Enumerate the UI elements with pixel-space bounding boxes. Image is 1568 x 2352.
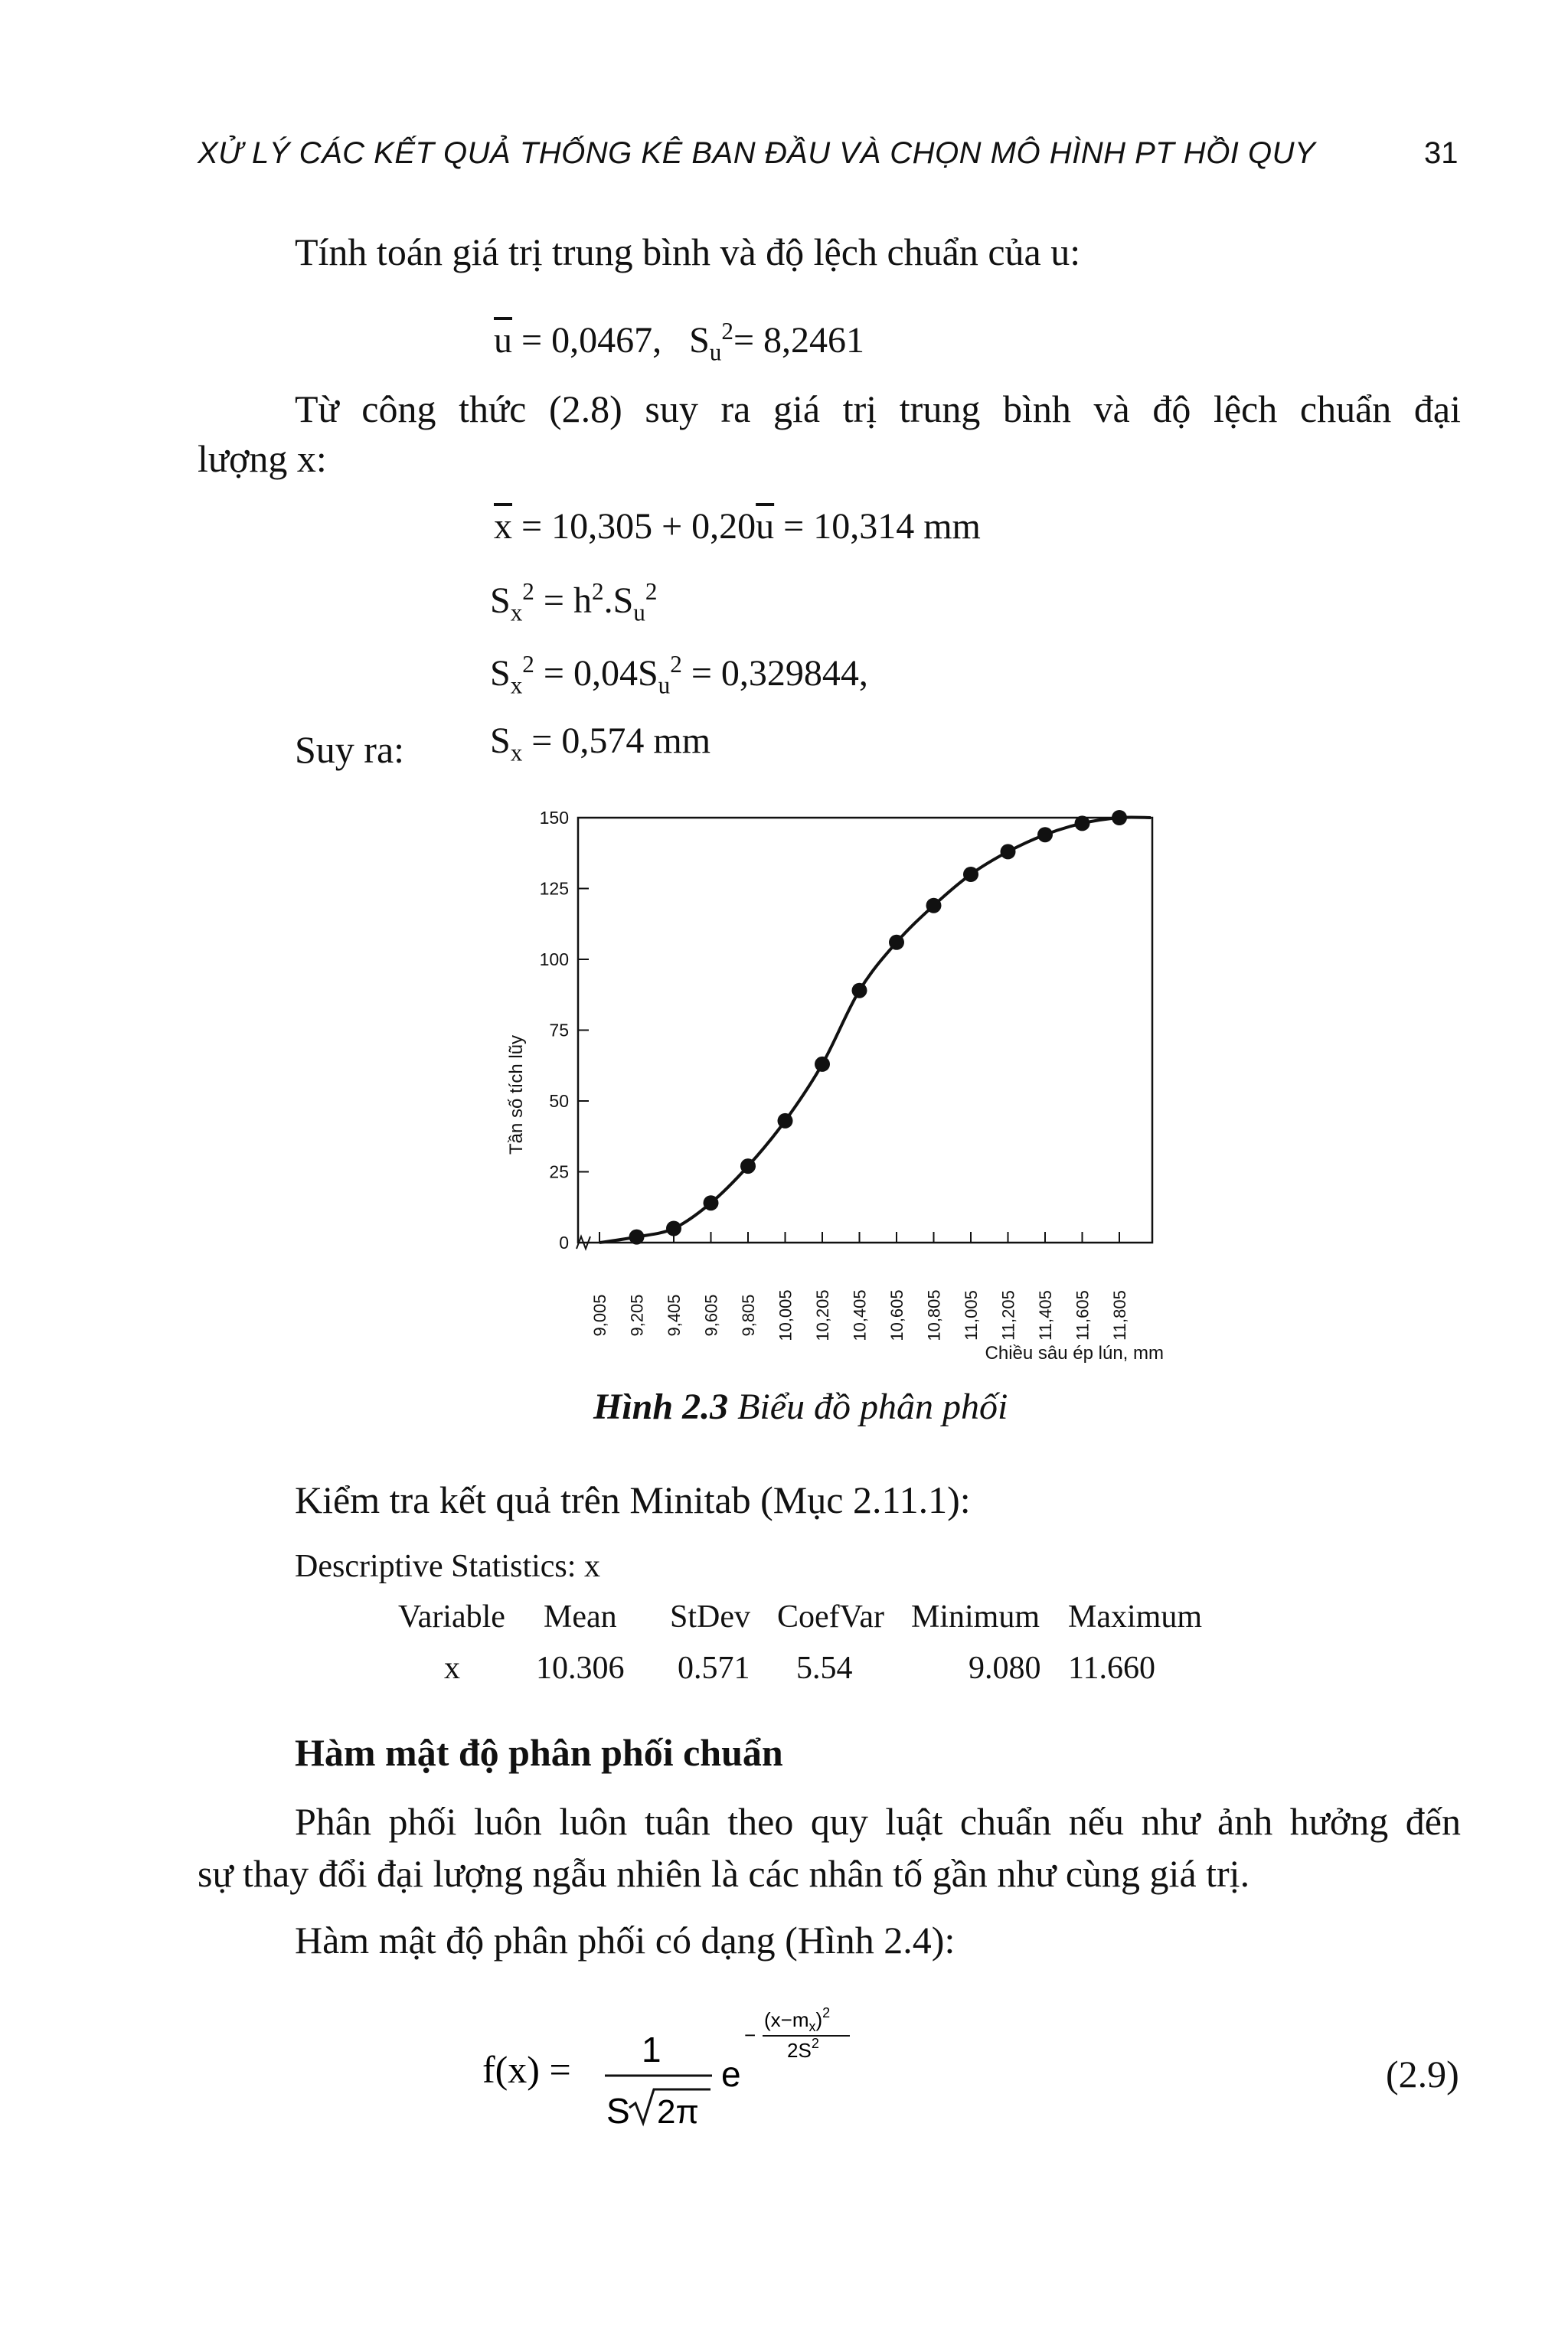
sx-symbol-3: S [490,653,511,694]
paragraph-normal-law-line2: sự thay đổi đại lượng ngẫu nhiên là các nhân tố gần như cùng giá trị. [198,1852,1250,1895]
formula-numerator: 1 [642,2030,662,2069]
su-superscript-2: 2 [645,578,658,605]
y-tick-label: 150 [539,808,569,828]
x-tick-label: 11,405 [1036,1290,1055,1341]
formula-exp-denominator: $2S^2$ [787,2036,819,2062]
stats-title: Descriptive Statistics: x [295,1549,600,1584]
stats-value-cell-5: 11.660 [1068,1651,1155,1686]
u-bar-symbol: $\overline{u}$ [494,320,512,361]
stats-header-cell-5: Maximum [1068,1599,1202,1635]
sx2-result: = 0,329844, [681,653,868,694]
su-subscript-3: u [658,671,671,699]
figure-title: Biểu đồ phân phối [728,1387,1008,1427]
sx-subscript-3: x [510,671,523,699]
x-mean-mid: = 10,305 + 0,20 [512,506,756,547]
data-point [889,935,904,950]
su-symbol-2: .S [603,580,634,621]
x-tick-label: 10,005 [776,1289,795,1341]
coef-su: = 0,04S [534,653,658,694]
x-bar-symbol: $\overline{x}$ [494,506,512,547]
chart-plot-frame [578,818,1152,1243]
data-point [740,1158,756,1174]
data-point [1001,844,1016,859]
section-heading: Hàm mật độ phân phối chuẩn [295,1731,783,1774]
su-value: = 8,2461 [733,320,865,361]
stats-header-cell-4: Minimum [911,1599,1040,1635]
paragraph-mean-u: Tính toán giá trị trung bình và độ lệch chuẩn của u: [295,230,1081,273]
paragraph-formula-ref-line1: Từ công thức (2.8) suy ra giá trị trung bình và độ lệch chuẩn đại [295,387,1461,430]
stats-value-cell-0: x [444,1651,460,1686]
paragraph-formula-ref [198,387,1461,431]
x-tick-label: 11,005 [962,1290,981,1341]
su-superscript: 2 [721,318,733,345]
stats-value-cell-2: 0.571 [678,1651,750,1686]
x-tick-label: 11,605 [1073,1290,1093,1341]
equation-number: (2.9) [1386,2053,1459,2096]
sx-subscript-4: x [510,739,523,766]
x-tick-label: 9,805 [739,1294,758,1337]
sx-superscript: 2 [522,578,534,605]
cumulative-curve [599,817,1151,1243]
data-point [666,1221,681,1236]
x-tick-label: 9,005 [590,1294,609,1337]
paragraph-minitab-check: Kiểm tra kết quả trên Minitab (Mục 2.11.1): [295,1478,971,1521]
formula-exp-minus: − [744,2024,756,2047]
figure-number: Hình 2.3 [593,1387,729,1427]
paragraph-density-form: Hàm mật độ phân phối có dạng (Hình 2.4): [295,1919,956,1962]
y-tick-label: 50 [549,1091,569,1111]
data-point [704,1195,719,1210]
chart-x-axis-label: Chiều sâu ép lún, mm [985,1343,1164,1364]
x-tick-label: 10,205 [813,1289,832,1341]
data-point [963,867,978,882]
su-subscript-2: u [633,599,645,626]
stats-value-cell-4: 9.080 [969,1651,1041,1686]
x-tick-label: 10,805 [924,1289,944,1341]
y-tick-label: 75 [549,1020,569,1040]
y-tick-label: 25 [549,1161,569,1182]
y-tick-label: 125 [539,878,569,899]
formula-exp-base: e [721,2054,741,2094]
y-tick-label: 100 [539,949,569,969]
formula-denominator-radicand: 2π [657,2093,699,2131]
stats-header-cell-2: StDev [670,1599,750,1635]
sx-superscript-3: 2 [522,651,534,678]
formula-denominator-s: S [606,2091,630,2131]
data-point [1075,815,1090,831]
u-bar-symbol-2: $\overline{u}$ [756,506,775,547]
formula-exp-numerator: $(x-m_x)^2$ [764,2005,831,2034]
h-symbol: = h [534,580,592,621]
data-point [815,1057,830,1072]
su-superscript-3: 2 [670,651,682,678]
data-point [778,1113,793,1129]
sx-symbol-4: S [490,720,511,761]
density-formula [482,1987,911,2148]
equation-sx2-general [490,578,657,627]
stats-value-cell-3: 5.54 [796,1651,853,1686]
data-point [926,898,942,913]
paragraph-normal-law [198,1799,1461,1844]
sx-symbol: S [490,580,511,621]
x-tick-label: 9,605 [701,1294,721,1337]
equation-x-mean [494,505,981,547]
su-symbol: S [689,320,710,361]
equation-sx2-numeric [490,651,868,700]
stats-value-cell-1: 10.306 [536,1651,625,1686]
x-tick-label: 11,205 [998,1290,1018,1341]
stats-header-cell-3: CoefVar [777,1599,884,1635]
figure-caption [593,1386,1008,1428]
cumulative-frequency-chart [490,804,1179,1370]
chart-y-axis-label: Tần số tích lũy [506,1034,527,1155]
suy-ra-label: Suy ra: [295,728,405,771]
running-header: XỬ LÝ CÁC KẾT QUẢ THỐNG KÊ BAN ĐẦU VÀ CHỌN MÔ HÌNH PT HỒI QUY [198,136,1316,170]
h-superscript: 2 [591,578,604,605]
su-subscript: u [709,338,722,366]
stats-header-cell-1: Mean [544,1599,617,1635]
x-tick-label: 10,405 [850,1289,870,1341]
equation-u-stats [494,318,864,367]
paragraph-formula-ref-line2: lượng x: [198,437,327,480]
x-mean-result: = 10,314 mm [774,506,981,547]
formula-lhs: f(x) = [482,2048,571,2091]
y-tick-label: 0 [559,1233,569,1253]
data-point [852,983,867,998]
u-bar-value: = 0,0467, [512,320,662,361]
x-tick-label: 11,805 [1110,1290,1129,1341]
data-point [1112,810,1127,825]
sx-result: = 0,574 mm [522,720,711,761]
stats-header-cell-0: Variable [398,1599,505,1635]
x-tick-label: 9,405 [665,1294,684,1337]
x-tick-label: 9,205 [627,1294,647,1337]
data-point [629,1230,645,1245]
x-tick-label: 10,605 [887,1289,906,1341]
equation-sx [490,720,710,767]
page-number: 31 [1424,136,1459,170]
paragraph-normal-law-line1: Phân phối luôn luôn tuân theo quy luật chuẩn nếu như ảnh hưởng đến [295,1800,1461,1843]
data-point [1037,827,1053,842]
sx-subscript: x [510,599,523,626]
